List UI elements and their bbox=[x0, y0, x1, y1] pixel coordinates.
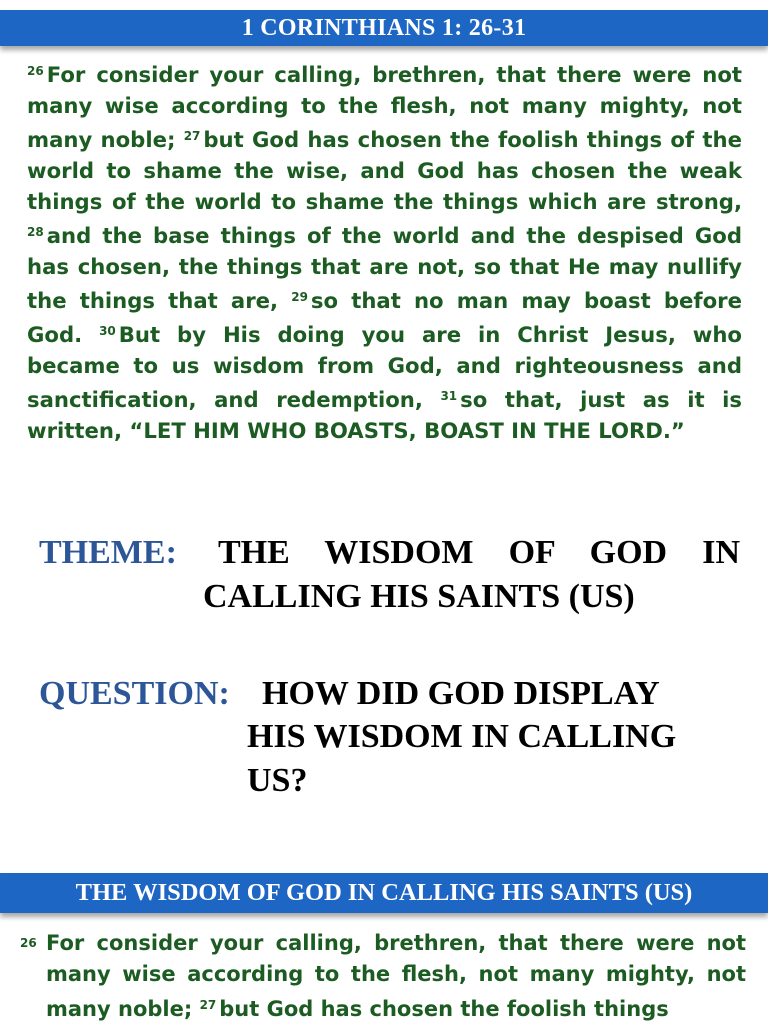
verse-text: but God has chosen the foolish things of the world to shame the wise, and God has chosen the weak things of the world to shame the things which are strong, bbox=[27, 127, 742, 214]
question-text-line-1: HOW DID GOD DISPLAY bbox=[262, 675, 660, 712]
question-label: QUESTION: bbox=[39, 675, 230, 712]
verse-number: 26 bbox=[27, 64, 44, 78]
question-text-line-3: US? bbox=[247, 762, 308, 799]
verse-text: but God has chosen the foolish things bbox=[219, 997, 669, 1021]
verse-number: 31 bbox=[440, 389, 458, 403]
theme-label: THEME: bbox=[39, 534, 177, 571]
verse-text: But by His doing you are in Christ Jesus, who became to us wisdom from God, and righteousness and sanctification, and redemption, bbox=[27, 322, 742, 412]
passage-reference-banner: 1 CORINTHIANS 1: 26-31 bbox=[0, 10, 768, 46]
verse-text: so that, just as it is written, “LET HIM WHO BOASTS, BOAST IN THE LORD.” bbox=[27, 387, 742, 443]
scripture-passage-repeat bbox=[20, 928, 746, 1025]
verse-number: 26 bbox=[20, 936, 37, 950]
verse-number: 30 bbox=[99, 324, 116, 338]
section-title-banner: THE WISDOM OF GOD IN CALLING HIS SAINTS (US) bbox=[0, 873, 768, 913]
verse-number: 27 bbox=[199, 998, 217, 1012]
verse-number: 27 bbox=[183, 129, 201, 143]
verse-number: 29 bbox=[291, 290, 308, 304]
scripture-passage bbox=[27, 56, 742, 446]
verse-text: so that no man may boast before God. bbox=[27, 288, 742, 347]
theme-text-line-1: THE WISDOM OF GOD IN bbox=[218, 534, 740, 571]
verse-text: For consider your calling, brethren, that there were not many wise according to the flesh, not many mighty, not many noble; bbox=[27, 62, 742, 152]
verse-number: 28 bbox=[27, 225, 44, 239]
question-text-line-2: HIS WISDOM IN CALLING bbox=[247, 718, 677, 755]
verse-text: For consider your calling, brethren, that there were not many wise according to the flesh, not many mighty, not many noble; bbox=[46, 931, 746, 1021]
verse-text: and the base things of the world and the despised God has chosen, the things that are not, so that He may nullify the things that are, bbox=[27, 223, 742, 313]
theme-text-line-2: CALLING HIS SAINTS (US) bbox=[203, 578, 635, 615]
